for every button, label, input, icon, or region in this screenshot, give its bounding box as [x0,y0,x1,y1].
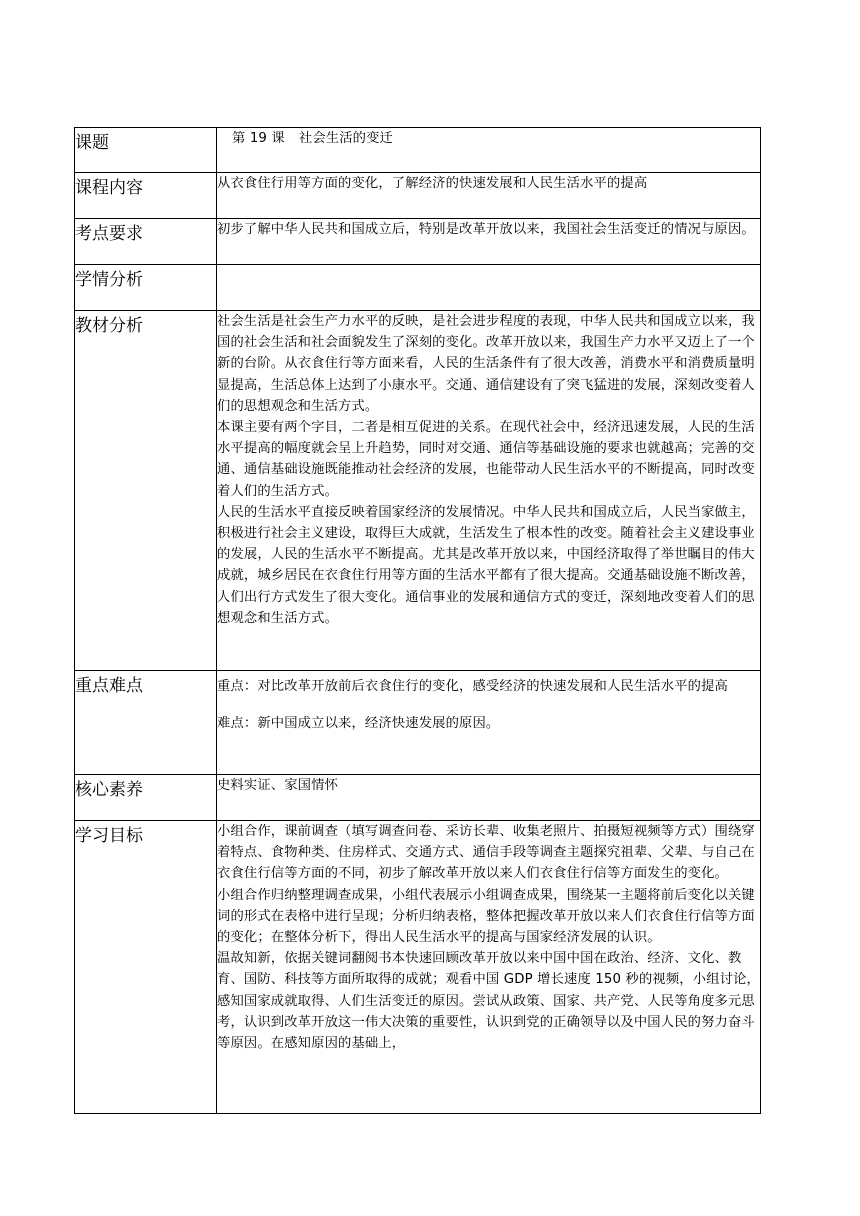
focus-text: 重点：对比改革开放前后衣食住行的变化，感受经济的快速发展和人民生活水平的提高 [217,679,728,694]
objective-paragraph: 小组合作归纳整理调查成果，小组代表展示小组调查成果，围绕某一主题将前后变化以关键词的形式在表格中进行呈现；分析归纳表格，整体把握改革开放以来人们衣食住行信等方面的变化；在整体分析下，得出人民生活水平的提高与国家经济发展的认识。 [217,887,755,946]
lesson-name: 社会生活的变迁 [298,131,394,146]
objective-paragraph: 小组合作，课前调查（填写调查问卷、采访长辈、收集老照片、拍摄短视频等方式）围绕穿着特点、食物种类、住房样式、交通方式、通信手段等调查主题探究祖辈、父辈、与自己在衣食住行信等方面的不同，初步了解改革开放以来人们衣食住行信等方面发生的变化。 [217,824,755,882]
row-title [75,128,761,173]
row-course [75,173,761,219]
material-paragraph: 社会生活是社会生产力水平的反映，是社会进步程度的表现，中华人民共和国成立以来，我国的社会生活和社会面貌发生了深刻的变化。改革开放以来，我国生产力水平又迈上了一个新的台阶。从衣食住行等方面来看，人民的生活条件有了很大改善，消费水平和消费质量明显提高，生活总体上达到了小康水平。交通、通信建设有了突飞猛进的发展，深刻改变着人们的思想观念和生活方式。 [217,314,755,414]
lesson-title [217,128,761,173]
objectives-content [217,821,761,1114]
material-paragraph: 本课主要有两个字目，二者是相互促进的关系。在现代社会中，经济迅速发展，人民的生活水平提高的幅度就会呈上升趋势，同时对交通、通信等基础设施的要求也就越高；完善的交通、通信基础设施既能推动社会经济的发展，也能带动人民生活水平的不断提高，同时改变着人们的生活方式。 [217,420,755,499]
label-objectives: 学习目标 [75,821,217,1114]
objective-paragraph: 温故知新，依据关键词翻阅书本快速回顾改革开放以来中国中国在政治、经济、文化、教育、国防、科技等方面所取得的成就；观看中国 GDP 增长速度 150 秒的视频，小组讨论，感知国家成就取得、人们生活变迁的原因。尝试从政策、国家、共产党、人民等角度多元思考，认识到改革开放这一伟大决策的重要性，认识到党的正确领导以及中国人民的努力奋斗等原因。在感知原因的基础上， [217,951,760,1052]
label-literacy: 核心素养 [75,775,217,821]
row-objectives [75,821,761,1114]
row-literacy [75,775,761,821]
label-students: 学情分析 [75,265,217,311]
label-course: 课程内容 [75,173,217,219]
row-students [75,265,761,311]
material-paragraph: 人民的生活水平直接反映着国家经济的发展情况。中华人民共和国成立后，人民当家做主，积极进行社会主义建设，取得巨大成就，生活发生了根本性的改变。随着社会主义建设事业的发展，人民的生活水平不断提高。尤其是改革开放以来，中国经济取得了举世瞩目的伟大成就，城乡居民在衣食住行用等方面的生活水平都有了很大提高。交通基础设施不断改善，人们出行方式发生了很大变化。通信事业的发展和通信方式的变迁，深刻地改变着人们的思想观念和生活方式。 [217,504,755,626]
keypoints-content [217,671,761,775]
label-title: 课题 [75,128,217,173]
row-keypoints [75,671,761,775]
difficulty-text: 难点：新中国成立以来，经济快速发展的原因。 [217,716,500,731]
literacy-content: 史料实证、家国情怀 [217,775,761,821]
label-material: 教材分析 [75,311,217,671]
requirement-content: 初步了解中华人民共和国成立后，特别是改革开放以来，我国社会生活变迁的情况与原因。 [217,219,761,265]
course-content: 从衣食住行用等方面的变化，了解经济的快速发展和人民生活水平的提高 [217,173,761,219]
row-requirement [75,219,761,265]
row-material [75,311,761,671]
lesson-plan-table [74,127,761,1114]
label-requirement: 考点要求 [75,219,217,265]
label-keypoints: 重点难点 [75,671,217,775]
lesson-number: 第 19 课 [232,131,285,146]
material-content [217,311,761,671]
students-content [217,265,761,311]
